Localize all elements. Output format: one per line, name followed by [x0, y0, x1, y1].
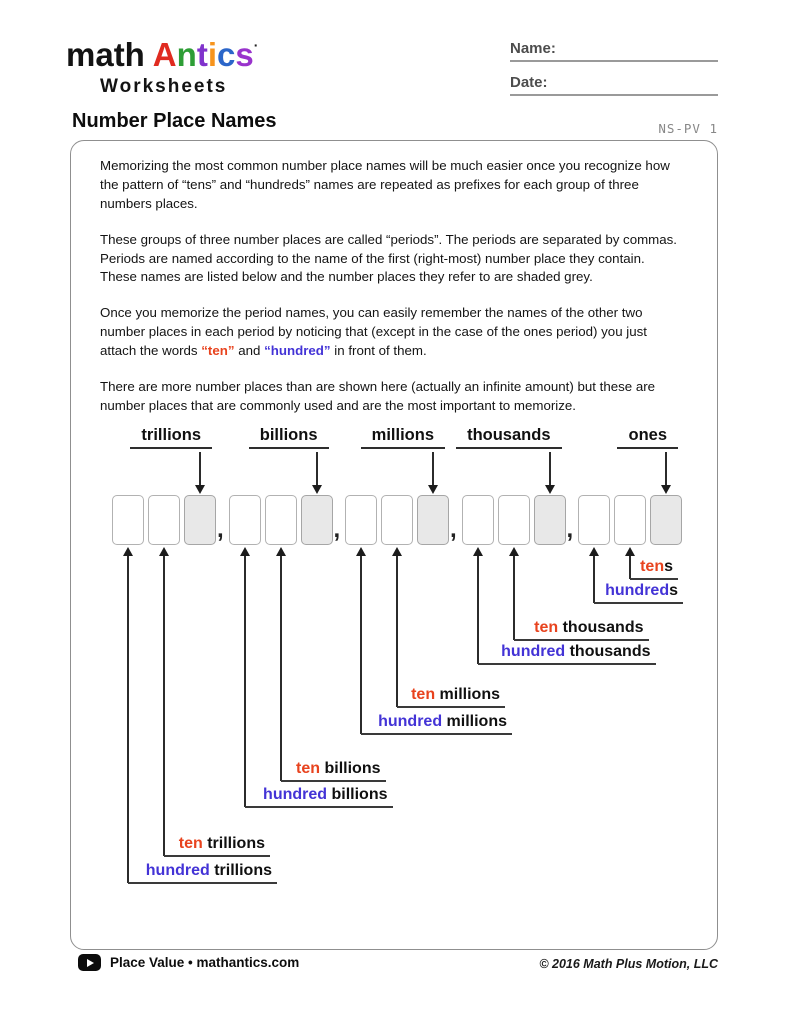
- logo-letter: A: [152, 36, 177, 73]
- comma-separator: ,: [217, 516, 224, 543]
- paragraph-3-text: and: [234, 343, 265, 358]
- footer-brand: [78, 954, 299, 971]
- logo-letter: s: [235, 36, 254, 73]
- word-hundred-highlight: “hundred”: [264, 343, 331, 358]
- paragraph-3: [100, 304, 678, 361]
- date-field: [510, 74, 718, 96]
- ten-prefix-text: ten: [296, 760, 321, 777]
- paragraph-4: There are more number places than are shown here (actually an infinite amount) but these are number places that are commonly used and are the most important to memorize.: [100, 378, 656, 413]
- ten-prefix-text: ten: [411, 686, 436, 703]
- paragraph-1: Memorizing the most common number place names will be much easier once you recognize how the pattern of “tens” and “hundreds” names are repeated as prefixes for each group of three numbers places.: [100, 158, 670, 211]
- logo-subtitle: Worksheets: [100, 76, 228, 97]
- math-antics-logo: [66, 38, 258, 71]
- logo-letter: t: [196, 36, 208, 73]
- logo-letter: i: [207, 36, 217, 73]
- ten-prefix-text: ten: [178, 835, 203, 852]
- logo-wordmark: [66, 36, 258, 73]
- ten-prefix-text: ten: [640, 558, 665, 575]
- hundred-rest-text: millions: [442, 713, 507, 730]
- period-label-text: thousands: [467, 426, 551, 444]
- ten-rest-text: thousands: [558, 619, 644, 636]
- comma-separator: ,: [566, 516, 574, 543]
- ten-rest-text: trillions: [202, 835, 265, 852]
- period-label-text: millions: [371, 426, 434, 444]
- hundred-prefix-text: hundred: [263, 786, 328, 803]
- ten-rest-text: billions: [320, 760, 381, 777]
- page-title: Number Place Names: [72, 110, 277, 132]
- name-field: [510, 40, 718, 62]
- hundred-prefix-text: hundred: [378, 713, 443, 730]
- registered-mark: ·: [253, 37, 259, 53]
- play-icon: [78, 954, 101, 971]
- comma-separator: ,: [333, 516, 341, 543]
- comma-separator: ,: [450, 516, 457, 543]
- intro-text: [100, 157, 678, 433]
- logo-letter: n: [176, 36, 197, 73]
- paragraph-3-text: Once you memorize the period names, you can easily remember the names of the other two number places in each period by noticing that (except in the case of the ones period) you just attach the words: [100, 305, 647, 358]
- hundred-prefix-text: hundred: [605, 582, 670, 599]
- period-label-text: billions: [259, 426, 318, 444]
- logo-letter: c: [216, 36, 236, 73]
- date-label: Date:: [510, 74, 548, 91]
- hundred-rest-text: thousands: [565, 643, 651, 660]
- footer-title: Place Value • mathantics.com: [110, 955, 300, 970]
- ten-rest-text: millions: [435, 686, 500, 703]
- paragraph-2: These groups of three number places are called “periods”. The periods are separated by commas. Periods are named according to the name of the first (right-most) number place they contain. These names are listed below and the number places they refer to are shaded grey.: [100, 231, 677, 285]
- ten-rest-text: s: [664, 558, 673, 575]
- hundred-rest-text: s: [669, 582, 678, 599]
- paragraph-3-text: in front of them.: [330, 343, 427, 358]
- logo-word-math: math: [66, 36, 145, 73]
- ten-prefix-text: ten: [534, 619, 559, 636]
- hundred-prefix-text: hundred: [501, 643, 566, 660]
- period-label-text: trillions: [141, 426, 201, 444]
- copyright: © 2016 Math Plus Motion, LLC: [539, 957, 718, 971]
- logo-brand: [153, 36, 254, 73]
- word-ten-highlight: “ten”: [201, 343, 235, 358]
- name-label: Name:: [510, 40, 556, 57]
- doc-code: NS-PV 1: [658, 121, 718, 136]
- hundred-prefix-text: hundred: [145, 862, 210, 879]
- hundred-rest-text: billions: [327, 786, 388, 803]
- period-label-text: ones: [628, 426, 667, 444]
- hundred-rest-text: trillions: [209, 862, 272, 879]
